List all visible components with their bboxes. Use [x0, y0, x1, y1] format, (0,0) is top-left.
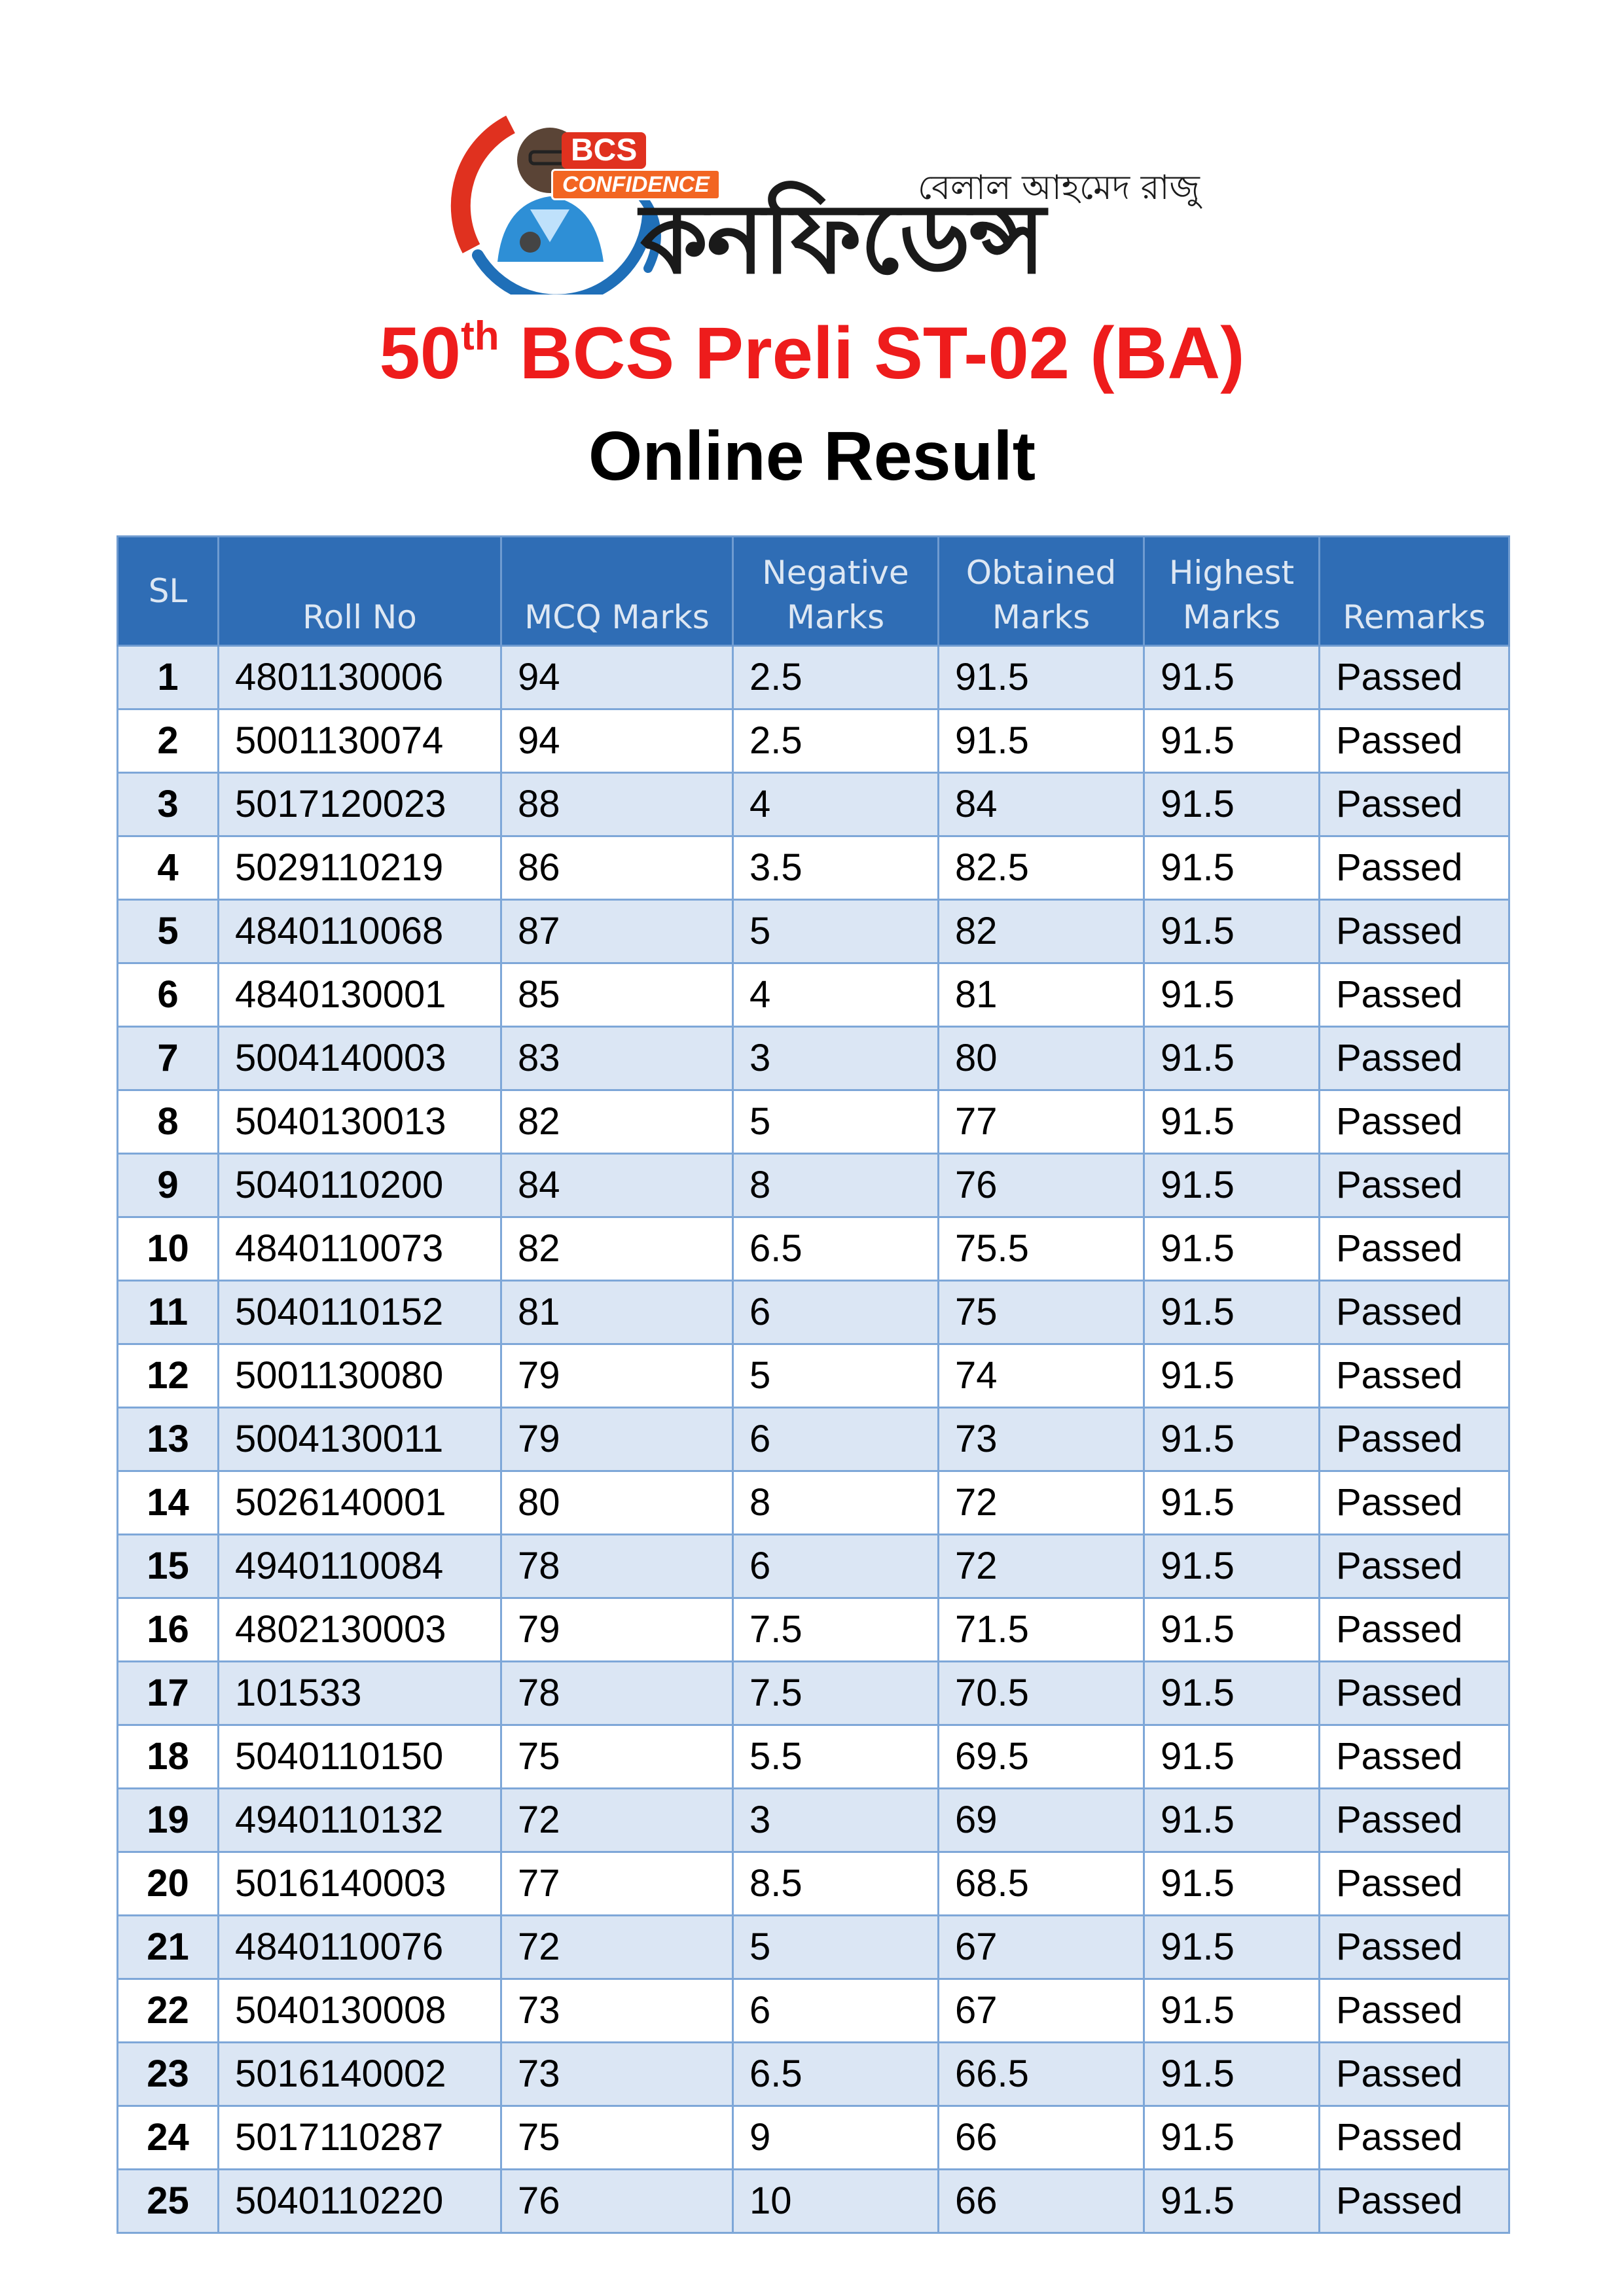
- cell-highest-marks: 91.5: [1144, 1979, 1320, 2043]
- cell-sl: 19: [118, 1789, 219, 1852]
- cell-negative-marks: 6.5: [733, 1217, 939, 1281]
- cell-mcq-marks: 78: [501, 1535, 733, 1598]
- results-table: [117, 535, 1510, 2234]
- cell-mcq-marks: 73: [501, 1979, 733, 2043]
- cell-remarks: Passed: [1320, 1090, 1509, 1154]
- cell-remarks: Passed: [1320, 1662, 1509, 1725]
- cell-remarks: Passed: [1320, 900, 1509, 963]
- cell-sl: 5: [118, 900, 219, 963]
- cell-sl: 14: [118, 1471, 219, 1535]
- table-row: [118, 2106, 1509, 2170]
- cell-roll-no: 5040110200: [219, 1154, 501, 1217]
- table-row: [118, 1535, 1509, 1598]
- cell-negative-marks: 3: [733, 1789, 939, 1852]
- table-row: [118, 900, 1509, 963]
- cell-highest-marks: 91.5: [1144, 1408, 1320, 1471]
- cell-obtained-marks: 80: [939, 1027, 1144, 1090]
- cell-sl: 1: [118, 646, 219, 709]
- cell-highest-marks: 91.5: [1144, 1027, 1320, 1090]
- cell-negative-marks: 4: [733, 773, 939, 836]
- table-row: [118, 1027, 1509, 1090]
- table-row: [118, 1789, 1509, 1852]
- cell-sl: 17: [118, 1662, 219, 1725]
- cell-mcq-marks: 80: [501, 1471, 733, 1535]
- table-row: [118, 1408, 1509, 1471]
- cell-remarks: Passed: [1320, 1535, 1509, 1598]
- cell-obtained-marks: 75: [939, 1281, 1144, 1344]
- cell-mcq-marks: 72: [501, 1789, 733, 1852]
- cell-obtained-marks: 67: [939, 1979, 1144, 2043]
- cell-remarks: Passed: [1320, 1344, 1509, 1408]
- cell-mcq-marks: 85: [501, 963, 733, 1027]
- header-remarks: Remarks: [1320, 537, 1509, 646]
- table-row: [118, 2170, 1509, 2233]
- cell-negative-marks: 6: [733, 1979, 939, 2043]
- cell-highest-marks: 91.5: [1144, 709, 1320, 773]
- brand-logo: [432, 98, 1204, 295]
- cell-roll-no: 4802130003: [219, 1598, 501, 1662]
- cell-roll-no: 4840110073: [219, 1217, 501, 1281]
- table-row: [118, 1979, 1509, 2043]
- cell-sl: 2: [118, 709, 219, 773]
- cell-mcq-marks: 77: [501, 1852, 733, 1916]
- cell-sl: 15: [118, 1535, 219, 1598]
- author-name: বেলাল আহমেদ রাজু: [918, 168, 1200, 207]
- cell-mcq-marks: 94: [501, 709, 733, 773]
- cell-remarks: Passed: [1320, 1725, 1509, 1789]
- cell-obtained-marks: 72: [939, 1535, 1144, 1598]
- cell-negative-marks: 5: [733, 900, 939, 963]
- cell-sl: 25: [118, 2170, 219, 2233]
- cell-roll-no: 5040110152: [219, 1281, 501, 1344]
- cell-sl: 23: [118, 2043, 219, 2106]
- header-negative-line1: Negative: [762, 554, 909, 592]
- table-row: [118, 1154, 1509, 1217]
- results-body: [118, 646, 1509, 2233]
- cell-mcq-marks: 76: [501, 2170, 733, 2233]
- cell-negative-marks: 3: [733, 1027, 939, 1090]
- header-sl: SL: [118, 537, 219, 646]
- cell-highest-marks: 91.5: [1144, 2106, 1320, 2170]
- cell-sl: 9: [118, 1154, 219, 1217]
- cell-remarks: Passed: [1320, 1281, 1509, 1344]
- cell-mcq-marks: 83: [501, 1027, 733, 1090]
- cell-negative-marks: 10: [733, 2170, 939, 2233]
- cell-highest-marks: 91.5: [1144, 1725, 1320, 1789]
- cell-highest-marks: 91.5: [1144, 963, 1320, 1027]
- cell-roll-no: 5040110220: [219, 2170, 501, 2233]
- cell-roll-no: 5017110287: [219, 2106, 501, 2170]
- table-row: [118, 1471, 1509, 1535]
- header-mcq-marks: MCQ Marks: [501, 537, 733, 646]
- cell-remarks: Passed: [1320, 709, 1509, 773]
- table-row: [118, 963, 1509, 1027]
- cell-highest-marks: 91.5: [1144, 1789, 1320, 1852]
- cell-obtained-marks: 77: [939, 1090, 1144, 1154]
- table-row: [118, 646, 1509, 709]
- cell-roll-no: 5001130074: [219, 709, 501, 773]
- cell-negative-marks: 8.5: [733, 1852, 939, 1916]
- cell-obtained-marks: 71.5: [939, 1598, 1144, 1662]
- cell-roll-no: 5029110219: [219, 836, 501, 900]
- cell-negative-marks: 2.5: [733, 646, 939, 709]
- cell-highest-marks: 91.5: [1144, 2043, 1320, 2106]
- cell-mcq-marks: 88: [501, 773, 733, 836]
- cell-remarks: Passed: [1320, 773, 1509, 836]
- cell-negative-marks: 6: [733, 1408, 939, 1471]
- cell-remarks: Passed: [1320, 963, 1509, 1027]
- cell-sl: 22: [118, 1979, 219, 2043]
- cell-mcq-marks: 94: [501, 646, 733, 709]
- cell-highest-marks: 91.5: [1144, 646, 1320, 709]
- cell-highest-marks: 91.5: [1144, 1154, 1320, 1217]
- cell-highest-marks: 91.5: [1144, 1090, 1320, 1154]
- cell-sl: 13: [118, 1408, 219, 1471]
- cell-mcq-marks: 78: [501, 1662, 733, 1725]
- title-ordinal: th: [461, 314, 499, 359]
- cell-highest-marks: 91.5: [1144, 1598, 1320, 1662]
- cell-mcq-marks: 79: [501, 1344, 733, 1408]
- cell-highest-marks: 91.5: [1144, 1217, 1320, 1281]
- cell-obtained-marks: 66: [939, 2106, 1144, 2170]
- table-row: [118, 709, 1509, 773]
- cell-roll-no: 101533: [219, 1662, 501, 1725]
- cell-obtained-marks: 66.5: [939, 2043, 1144, 2106]
- cell-remarks: Passed: [1320, 1154, 1509, 1217]
- cell-negative-marks: 8: [733, 1154, 939, 1217]
- table-row: [118, 1852, 1509, 1916]
- cell-sl: 10: [118, 1217, 219, 1281]
- cell-obtained-marks: 82.5: [939, 836, 1144, 900]
- table-row: [118, 1725, 1509, 1789]
- cell-obtained-marks: 66: [939, 2170, 1144, 2233]
- cell-remarks: Passed: [1320, 1027, 1509, 1090]
- cell-remarks: Passed: [1320, 1471, 1509, 1535]
- cell-remarks: Passed: [1320, 2043, 1509, 2106]
- cell-highest-marks: 91.5: [1144, 773, 1320, 836]
- cell-sl: 12: [118, 1344, 219, 1408]
- cell-roll-no: 5026140001: [219, 1471, 501, 1535]
- cell-highest-marks: 91.5: [1144, 1662, 1320, 1725]
- cell-sl: 3: [118, 773, 219, 836]
- cell-highest-marks: 91.5: [1144, 1471, 1320, 1535]
- cell-negative-marks: 4: [733, 963, 939, 1027]
- cell-highest-marks: 91.5: [1144, 1535, 1320, 1598]
- cell-obtained-marks: 82: [939, 900, 1144, 963]
- cell-negative-marks: 5: [733, 1090, 939, 1154]
- header-obtained-marks: [939, 537, 1144, 646]
- cell-mcq-marks: 82: [501, 1090, 733, 1154]
- brand-name: কনফিডেন্স: [640, 183, 1045, 295]
- cell-roll-no: 4840130001: [219, 963, 501, 1027]
- cell-remarks: Passed: [1320, 1217, 1509, 1281]
- confidence-tag: CONFIDENCE: [551, 169, 721, 200]
- cell-roll-no: 5001130080: [219, 1344, 501, 1408]
- table-header-row: [118, 537, 1509, 646]
- header-obtained-line2: Marks: [992, 598, 1091, 636]
- cell-negative-marks: 6: [733, 1281, 939, 1344]
- cell-obtained-marks: 70.5: [939, 1662, 1144, 1725]
- header-negative-marks: [733, 537, 939, 646]
- cell-roll-no: 5017120023: [219, 773, 501, 836]
- page-subtitle: Online Result: [588, 418, 1036, 495]
- cell-mcq-marks: 72: [501, 1916, 733, 1979]
- cell-obtained-marks: 73: [939, 1408, 1144, 1471]
- cell-obtained-marks: 69: [939, 1789, 1144, 1852]
- cell-highest-marks: 91.5: [1144, 1344, 1320, 1408]
- cell-highest-marks: 91.5: [1144, 1852, 1320, 1916]
- cell-negative-marks: 5: [733, 1916, 939, 1979]
- cell-mcq-marks: 79: [501, 1598, 733, 1662]
- cell-mcq-marks: 82: [501, 1217, 733, 1281]
- cell-sl: 7: [118, 1027, 219, 1090]
- title-text: BCS Preli ST-02 (BA): [499, 312, 1245, 394]
- cell-mcq-marks: 75: [501, 2106, 733, 2170]
- cell-sl: 18: [118, 1725, 219, 1789]
- table-row: [118, 1344, 1509, 1408]
- cell-mcq-marks: 84: [501, 1154, 733, 1217]
- cell-sl: 11: [118, 1281, 219, 1344]
- cell-mcq-marks: 87: [501, 900, 733, 963]
- header-highest-line1: Highest: [1168, 554, 1295, 592]
- cell-roll-no: 4801130006: [219, 646, 501, 709]
- cell-remarks: Passed: [1320, 836, 1509, 900]
- cell-remarks: Passed: [1320, 2106, 1509, 2170]
- cell-remarks: Passed: [1320, 646, 1509, 709]
- table-row: [118, 1916, 1509, 1979]
- table-row: [118, 2043, 1509, 2106]
- table-row: [118, 1217, 1509, 1281]
- cell-roll-no: 4940110132: [219, 1789, 501, 1852]
- cell-sl: 20: [118, 1852, 219, 1916]
- cell-negative-marks: 7.5: [733, 1598, 939, 1662]
- cell-obtained-marks: 91.5: [939, 709, 1144, 773]
- header-obtained-line1: Obtained: [965, 554, 1117, 592]
- cell-remarks: Passed: [1320, 2170, 1509, 2233]
- header-negative-line2: Marks: [786, 598, 885, 636]
- header-roll-no: Roll No: [219, 537, 501, 646]
- cell-remarks: Passed: [1320, 1789, 1509, 1852]
- header-highest-marks: [1144, 537, 1320, 646]
- table-row: [118, 836, 1509, 900]
- cell-roll-no: 5016140003: [219, 1852, 501, 1916]
- cell-sl: 16: [118, 1598, 219, 1662]
- cell-obtained-marks: 84: [939, 773, 1144, 836]
- cell-negative-marks: 9: [733, 2106, 939, 2170]
- cell-obtained-marks: 69.5: [939, 1725, 1144, 1789]
- cell-obtained-marks: 76: [939, 1154, 1144, 1217]
- table-row: [118, 1598, 1509, 1662]
- cell-roll-no: 5040110150: [219, 1725, 501, 1789]
- cell-mcq-marks: 73: [501, 2043, 733, 2106]
- cell-mcq-marks: 79: [501, 1408, 733, 1471]
- cell-sl: 24: [118, 2106, 219, 2170]
- cell-obtained-marks: 75.5: [939, 1217, 1144, 1281]
- cell-obtained-marks: 81: [939, 963, 1144, 1027]
- cell-obtained-marks: 72: [939, 1471, 1144, 1535]
- cell-highest-marks: 91.5: [1144, 836, 1320, 900]
- cell-negative-marks: 5: [733, 1344, 939, 1408]
- cell-highest-marks: 91.5: [1144, 900, 1320, 963]
- cell-obtained-marks: 67: [939, 1916, 1144, 1979]
- cell-obtained-marks: 74: [939, 1344, 1144, 1408]
- cell-sl: 21: [118, 1916, 219, 1979]
- cell-negative-marks: 7.5: [733, 1662, 939, 1725]
- cell-negative-marks: 3.5: [733, 836, 939, 900]
- cell-roll-no: 5040130013: [219, 1090, 501, 1154]
- cell-negative-marks: 8: [733, 1471, 939, 1535]
- cell-negative-marks: 5.5: [733, 1725, 939, 1789]
- cell-negative-marks: 6: [733, 1535, 939, 1598]
- cell-roll-no: 5016140002: [219, 2043, 501, 2106]
- title-number: 50: [379, 312, 461, 394]
- cell-obtained-marks: 68.5: [939, 1852, 1144, 1916]
- table-row: [118, 1662, 1509, 1725]
- cell-mcq-marks: 86: [501, 836, 733, 900]
- cell-sl: 6: [118, 963, 219, 1027]
- cell-highest-marks: 91.5: [1144, 1916, 1320, 1979]
- cell-roll-no: 5004130011: [219, 1408, 501, 1471]
- cell-highest-marks: 91.5: [1144, 1281, 1320, 1344]
- cell-roll-no: 4940110084: [219, 1535, 501, 1598]
- page-title: [0, 308, 1624, 399]
- cell-sl: 8: [118, 1090, 219, 1154]
- cell-obtained-marks: 91.5: [939, 646, 1144, 709]
- cell-roll-no: 4840110076: [219, 1916, 501, 1979]
- cell-highest-marks: 91.5: [1144, 2170, 1320, 2233]
- cell-remarks: Passed: [1320, 1916, 1509, 1979]
- cell-negative-marks: 6.5: [733, 2043, 939, 2106]
- header-highest-line2: Marks: [1182, 598, 1281, 636]
- cell-roll-no: 5040130008: [219, 1979, 501, 2043]
- cell-sl: 4: [118, 836, 219, 900]
- cell-negative-marks: 2.5: [733, 709, 939, 773]
- cell-roll-no: 5004140003: [219, 1027, 501, 1090]
- table-row: [118, 1090, 1509, 1154]
- cell-remarks: Passed: [1320, 1852, 1509, 1916]
- cell-remarks: Passed: [1320, 1979, 1509, 2043]
- table-row: [118, 773, 1509, 836]
- cell-mcq-marks: 81: [501, 1281, 733, 1344]
- cell-remarks: Passed: [1320, 1598, 1509, 1662]
- cell-mcq-marks: 75: [501, 1725, 733, 1789]
- cell-roll-no: 4840110068: [219, 900, 501, 963]
- table-row: [118, 1281, 1509, 1344]
- bcs-tag: BCS: [562, 132, 646, 169]
- cell-remarks: Passed: [1320, 1408, 1509, 1471]
